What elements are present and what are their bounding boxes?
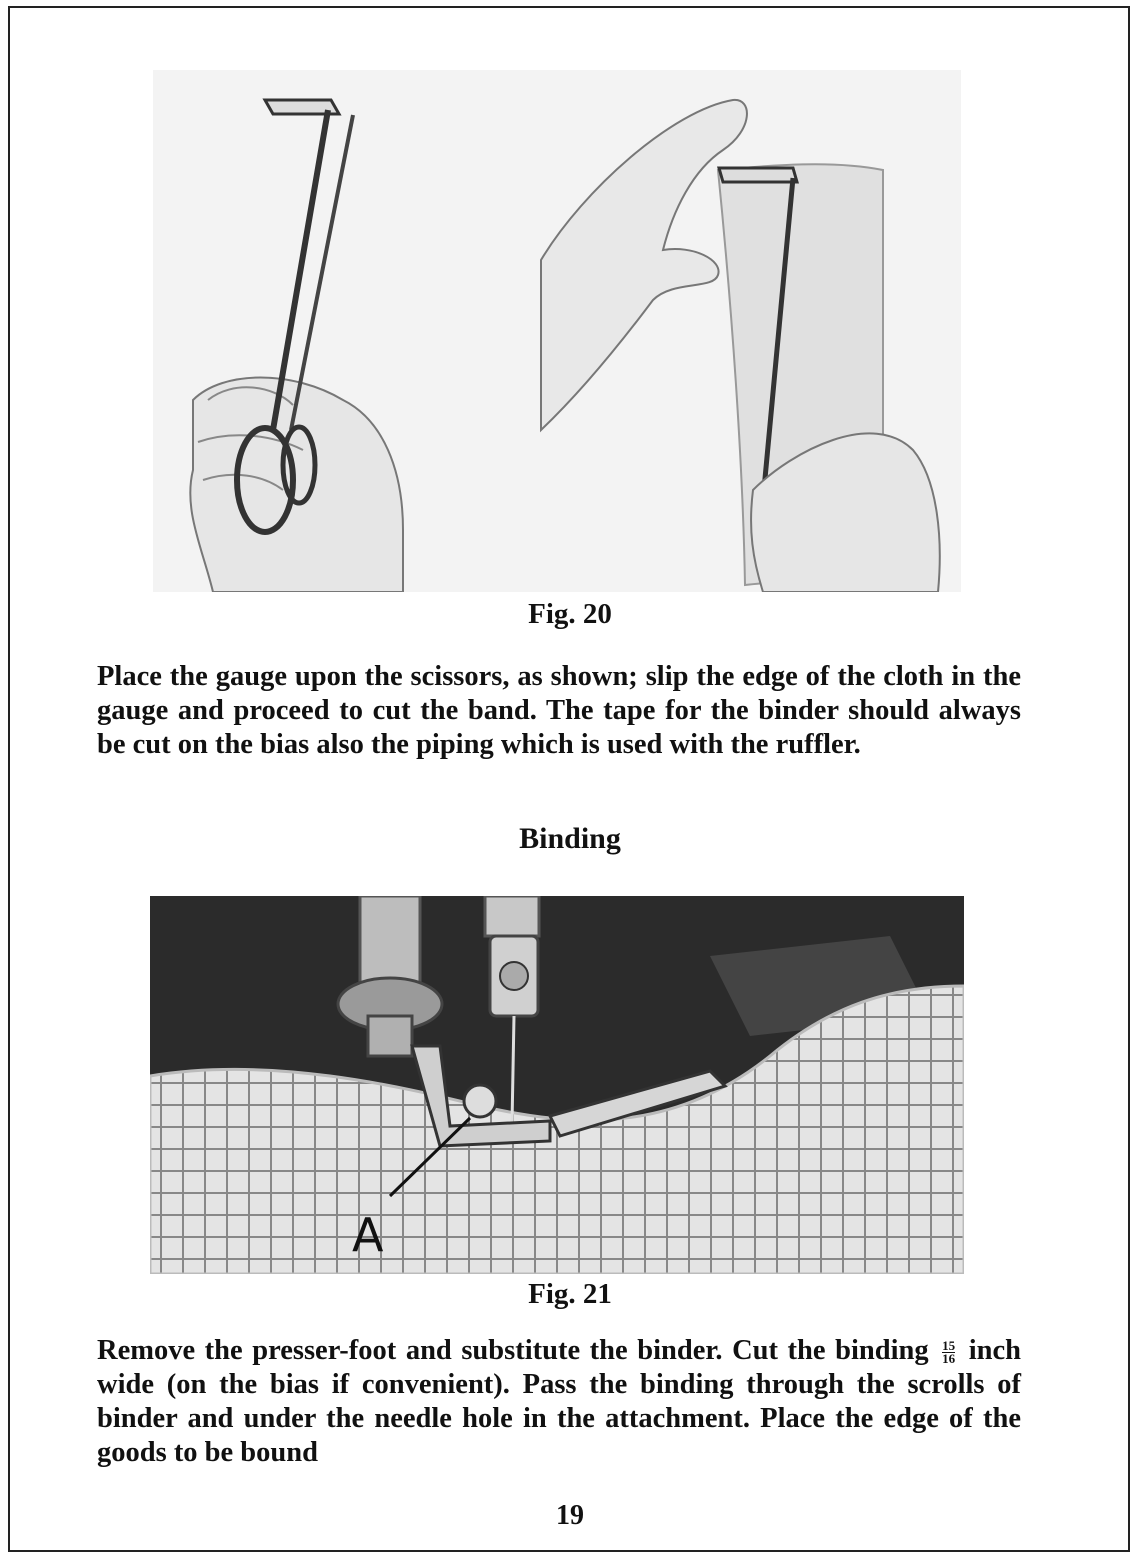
- fraction-numerator: 15: [942, 1337, 956, 1353]
- figure-21-illustration: [150, 896, 964, 1274]
- figure-21-caption: Fig. 21: [528, 1278, 612, 1310]
- figure-20-caption: Fig. 20: [528, 598, 612, 630]
- page-number: 19: [556, 1500, 584, 1531]
- section-heading-binding: Binding: [519, 822, 621, 855]
- paragraph-binder-instructions: [97, 1334, 1021, 1470]
- paragraph-binder-part2: inch wide (on the bias if convenient). Pass the binding through the scrolls of binder and under the needle hole in the attachment. Place the edge of the goods to be bound: [97, 1335, 1021, 1468]
- paragraph-gauge-instructions: Place the gauge upon the scissors, as shown; slip the edge of the cloth in the gauge and proceed to cut the band. The tape for the binder should always be cut on the bias also the piping which is used with the ruffler.: [97, 661, 1021, 760]
- fraction-denominator: 16: [942, 1350, 956, 1366]
- figure-20-illustration: [153, 70, 961, 592]
- paragraph-binder-part1: Remove the presser-foot and substitute the binder. Cut the binding: [97, 1335, 929, 1366]
- binder-attachment-illustration: [150, 896, 964, 1274]
- binding-width-fraction: [942, 1337, 956, 1366]
- figure-21-label-a: A: [352, 1208, 384, 1262]
- scissors-gauge-illustration: [153, 70, 961, 592]
